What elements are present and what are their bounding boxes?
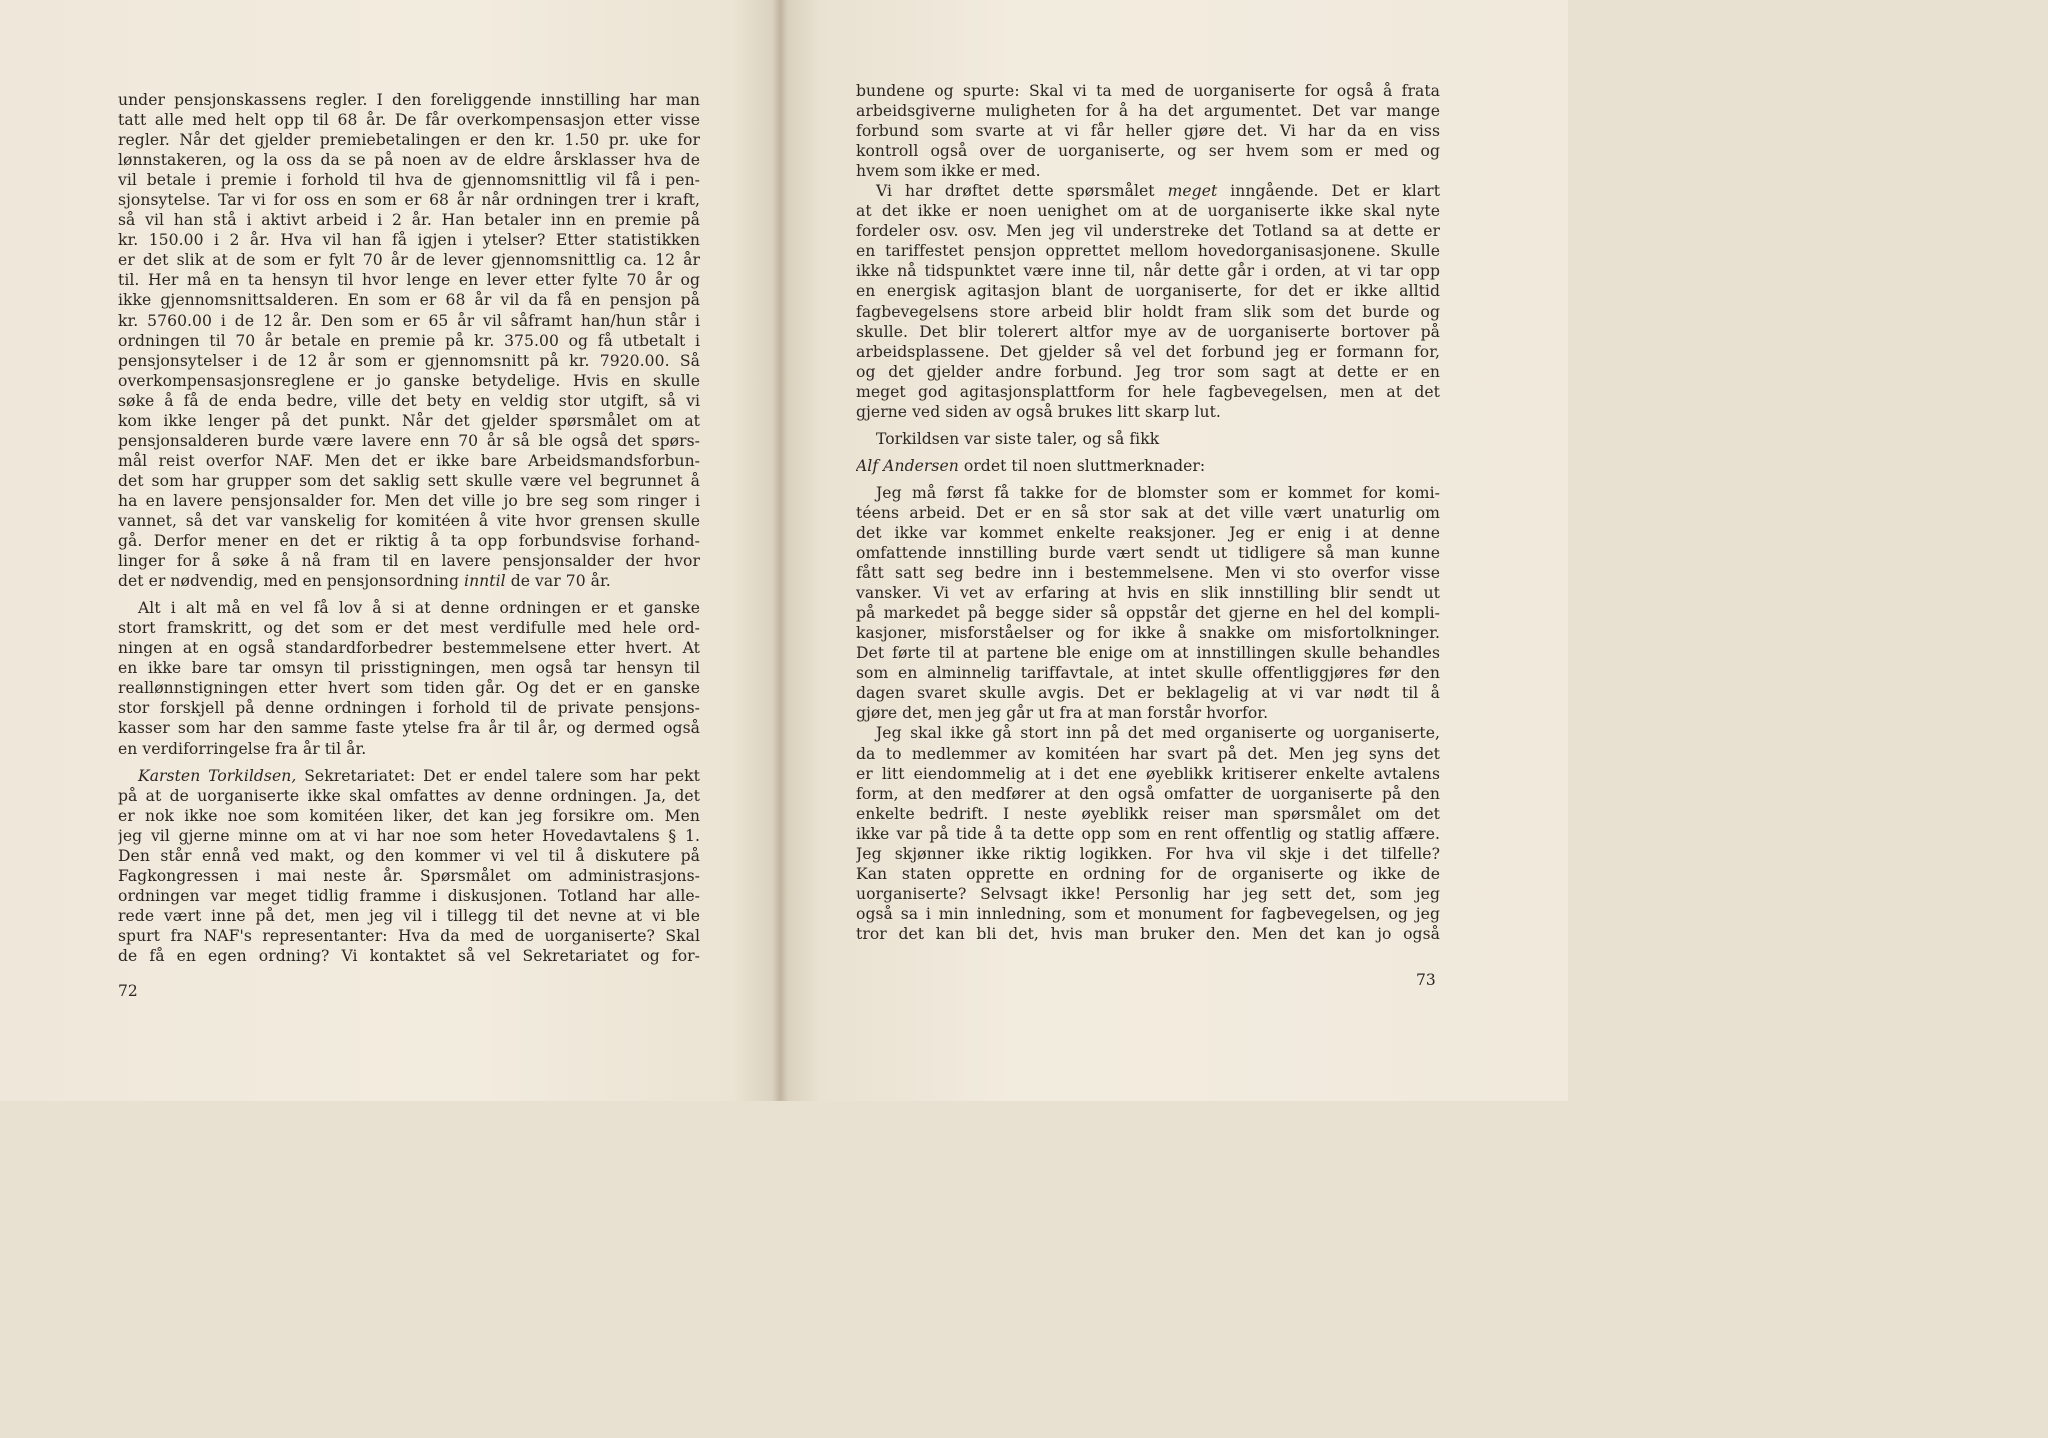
- left-page-text: [118, 90, 700, 966]
- text-line: spurt fra NAF's representanter: Hva da med de uorganiserte? Skal: [118, 926, 700, 945]
- text-line: pensjonsalderen burde være lavere enn 70 år så ble også det spørs-: [118, 431, 700, 450]
- text-line: skulle. Det blir tolerert altfor mye av de uorganiserte bortover på: [856, 322, 1440, 341]
- text-line: Torkildsen var siste taler, og så fikk: [876, 429, 1160, 448]
- text-line: ha en lavere pensjonsalder for. Men det ville jo bre seg som ringer i: [118, 491, 700, 510]
- right-page-text: [856, 81, 1440, 944]
- text-line: en ikke bare tar omsyn til prisstigningen, men også tar hensyn til: [118, 659, 700, 678]
- text-line: det som har grupper som det saklig sett skulle være vel begrunnet å: [118, 471, 700, 490]
- text-line: lønnstakeren, og la oss da se på noen av de eldre årsklasser hva de: [118, 151, 700, 170]
- text-line: reallønnstigningen etter hvert som tiden går. Og det er en ganske: [118, 679, 700, 698]
- text-line: jeg vil gjerne minne om at vi har noe som heter Hovedavtalens § 1.: [118, 826, 700, 845]
- text-line: kom ikke lenger på det punkt. Når det gjelder spørsmålet om at: [118, 411, 700, 430]
- text-line: stor forskjell på denne ordningen i forhold til de private pensjons-: [118, 699, 700, 718]
- text-line: fått satt seg bedre inn i bestemmelsene. Men vi sto overfor visse: [856, 564, 1440, 583]
- text-line: de få en egen ordning? Vi kontaktet så vel Sekretariatet og for-: [118, 946, 700, 965]
- text-line: [856, 181, 1440, 201]
- text-line: kr. 150.00 i 2 år. Hva vil han få igjen i ytelser? Etter statistikken: [118, 231, 700, 250]
- text-line: [118, 571, 700, 591]
- text-line: omfattende innstilling burde vært sendt ut tidligere så man kunne: [856, 544, 1440, 563]
- text-line: [118, 766, 700, 786]
- text-line: til. Her må en ta hensyn til hvor lenge en lever etter fylte 70 år og: [118, 271, 700, 290]
- text-run: de var 70 år.: [510, 572, 611, 591]
- text-line: Alt i alt må en vel få lov å si at denne ordningen er et ganske: [138, 599, 700, 618]
- emphasis-meget: meget: [1167, 182, 1218, 201]
- text-run: Sekretariatet: Det er endel talere som har pekt: [304, 766, 700, 785]
- text-line: linger for å søke å nå fram til en lavere pensjonsalder der hvor: [118, 552, 700, 571]
- text-line: overkompensasjonsreglene er jo ganske betydelige. Hvis en skulle: [118, 371, 700, 390]
- text-line: arbeidsgiverne muligheten for å ha det argumentet. Det var mange: [856, 102, 1440, 121]
- text-line: stort framskritt, og det som er det mest verdifulle med hele ord-: [118, 619, 700, 638]
- text-line: en energisk agitasjon blant de uorganiserte, for det er ikke alltid: [856, 282, 1440, 301]
- text-line: regler. Når det gjelder premiebetalingen er den kr. 1.50 pr. uke for: [118, 131, 700, 150]
- text-line: arbeidsplassene. Det gjelder så vel det forbund jeg er formann for,: [856, 342, 1440, 361]
- text-line: rede vært inne på det, men jeg vil i tillegg til det nevne at vi ble: [118, 906, 700, 925]
- text-line: da to medlemmer av komitéen har svart på det. Men jeg syns det: [856, 744, 1440, 763]
- page-number: 72: [118, 982, 138, 1000]
- text-line: gjøre det, men jeg går ut fra at man forstår hvorfor.: [856, 704, 1269, 723]
- text-line: også sa i min innledning, som et monument for fagbevegelsen, og jeg: [856, 904, 1440, 923]
- text-line: tror det kan bli det, hvis man bruker den. Men det kan jo også: [856, 924, 1440, 943]
- left-page: [0, 0, 780, 1101]
- text-line: Jeg skal ikke gå stort inn på det med organiserte og uorganiserte,: [876, 724, 1440, 743]
- text-run: Vi har drøftet dette spørsmålet: [876, 182, 1155, 201]
- text-line: Jeg må først få takke for de blomster som er kommet for komi-: [876, 483, 1440, 502]
- text-line: er det slik at de som er fylt 70 år de lever gjennomsnittlig ca. 12 år: [118, 251, 700, 270]
- text-line: er litt eiendommelig at i det ene øyeblikk kritiserer enkelte avtalens: [856, 764, 1440, 783]
- text-line: Det førte til at partene ble enige om at innstillingen skulle behandles: [856, 644, 1440, 663]
- text-line: kr. 5760.00 i de 12 år. Den som er 65 år vil såframt han/hun står i: [118, 311, 700, 330]
- text-line: [856, 456, 1440, 476]
- text-line: vil betale i premie i forhold til hva de gjennomsnittlig vil få i pen-: [118, 171, 700, 190]
- text-line: er nok ikke noe som komitéen liker, det kan jeg forsikre om. Men: [118, 806, 700, 825]
- text-line: pensjonsytelser i de 12 år som er gjennomsnitt på kr. 7920.00. Så: [118, 351, 700, 370]
- text-line: det ikke var kommet enkelte reaksjoner. Jeg er enig i at denne: [856, 523, 1440, 542]
- text-line: gjerne ved siden av også brukes litt skarp lut.: [856, 402, 1221, 421]
- text-line: bundene og spurte: Skal vi ta med de uorganiserte for også å frata: [856, 82, 1440, 100]
- right-page: [780, 0, 1568, 1101]
- text-line: forbund som svarte at vi får heller gjøre det. Vi har da en viss: [856, 122, 1440, 141]
- text-line: Kan staten opprette en ordning for de organiserte og ikke de: [856, 864, 1440, 883]
- text-line: ordningen til 70 år betale en premie på kr. 375.00 og få utbetalt i: [118, 331, 700, 350]
- text-run: ordet til noen sluttmerknader:: [963, 456, 1206, 475]
- text-line: meget god agitasjonsplattform for hele fagbevegelsen, men at det: [856, 382, 1440, 401]
- text-line: fagbevegelsens store arbeid blir holdt fram slik som det burde og: [856, 302, 1440, 321]
- text-line: søke å få de enda bedre, ville det bety en veldig stor utgift, så vi: [118, 391, 700, 410]
- text-line: mål reist overfor NAF. Men det er ikke bare Arbeidsmandsforbun-: [118, 451, 700, 470]
- text-line: ningen at en også standardforbedrer bestemmelsene etter hvert. At: [118, 639, 700, 658]
- text-line: téens arbeid. Det er en så stor sak at det ville vært unaturlig om: [856, 503, 1440, 522]
- emphasis-inntil: inntil: [464, 572, 506, 591]
- text-run: inngående. Det er klart: [1230, 182, 1440, 201]
- text-line: en tariffestet pensjon opprettet mellom hovedorganisasjonene. Skulle: [856, 242, 1440, 261]
- text-line: Fagkongressen i mai neste år. Spørsmålet om administrasjons-: [118, 866, 700, 885]
- text-line: ikke gjennomsnittsalderen. En som er 68 år vil da få en pensjon på: [118, 291, 700, 310]
- speaker-name: Karsten Torkildsen,: [138, 766, 297, 785]
- text-line: på markedet på begge sider så oppstår det gjerne en hel del kompli-: [856, 604, 1440, 623]
- text-line: Jeg skjønner ikke riktig logikken. For hva vil skje i det tilfelle?: [856, 844, 1440, 863]
- text-line: ikke nå tidspunktet være inne til, når dette går i orden, at vi tar opp: [856, 262, 1440, 281]
- text-line: kasjoner, misforståelser og for ikke å snakke om misfortolkninger.: [856, 624, 1440, 643]
- text-line: og det gjelder andre forbund. Jeg tror som sagt at dette er en: [856, 362, 1440, 381]
- page-number: 73: [1416, 971, 1436, 989]
- text-line: tatt alle med helt opp til 68 år. De får overkompensasjon etter visse: [118, 111, 700, 130]
- text-line: gå. Derfor mener en det er riktig å ta opp forbundsvise forhand-: [118, 532, 700, 551]
- text-line: vannet, så det var vanskelig for komitéen å vite hvor grensen skulle: [118, 511, 700, 530]
- text-line: kasser som har den samme faste ytelse fra år til år, og dermed også: [118, 719, 700, 738]
- text-line: under pensjonskassens regler. I den foreliggende innstilling har man: [118, 91, 700, 109]
- text-line: ordningen var meget tidlig framme i diskusjonen. Totland har alle-: [118, 886, 700, 905]
- text-line: dagen svaret skulle avgis. Det er beklagelig at vi var nødt til å: [856, 684, 1440, 703]
- text-line: en verdiforringelse fra år til år.: [118, 739, 367, 758]
- text-line: fordeler osv. osv. Men jeg vil understreke det Totland sa at dette er: [856, 222, 1440, 241]
- text-line: sjonsytelse. Tar vi for oss en som er 68 år når ordningen trer i kraft,: [118, 191, 700, 210]
- text-run: det er nødvendig, med en pensjonsordning: [118, 572, 460, 591]
- text-line: form, at den medfører at den også omfatter de uorganiserte på den: [856, 784, 1440, 803]
- text-line: ikke var på tide å ta dette opp som en rent offentlig og statlig affære.: [856, 824, 1440, 843]
- text-line: hvem som ikke er med.: [856, 162, 1041, 181]
- text-line: på at de uorganiserte ikke skal omfattes av denne ordningen. Ja, det: [118, 786, 700, 805]
- text-line: Den står ennå ved makt, og den kommer vi vel til å diskutere på: [118, 846, 700, 865]
- book-gutter: [772, 0, 788, 1101]
- text-line: at det ikke er noen uenighet om at de uorganiserte ikke skal nyte: [856, 202, 1440, 221]
- text-line: enkelte bedrift. I neste øyeblikk reiser man spørsmålet om det: [856, 804, 1440, 823]
- text-line: kontroll også over de uorganiserte, og ser hvem som er med og: [856, 142, 1440, 161]
- speaker-name: Alf Andersen: [856, 456, 959, 475]
- text-line: vansker. Vi vet av erfaring at hvis en slik innstilling blir sendt ut: [856, 584, 1440, 603]
- text-line: uorganiserte? Selvsagt ikke! Personlig har jeg sett det, som jeg: [856, 884, 1440, 903]
- text-line: som en alminnelig tariffavtale, at intet skulle offentliggjøres før den: [856, 664, 1440, 683]
- text-line: så vil han stå i aktivt arbeid i 2 år. Han betaler inn en premie på: [118, 211, 700, 230]
